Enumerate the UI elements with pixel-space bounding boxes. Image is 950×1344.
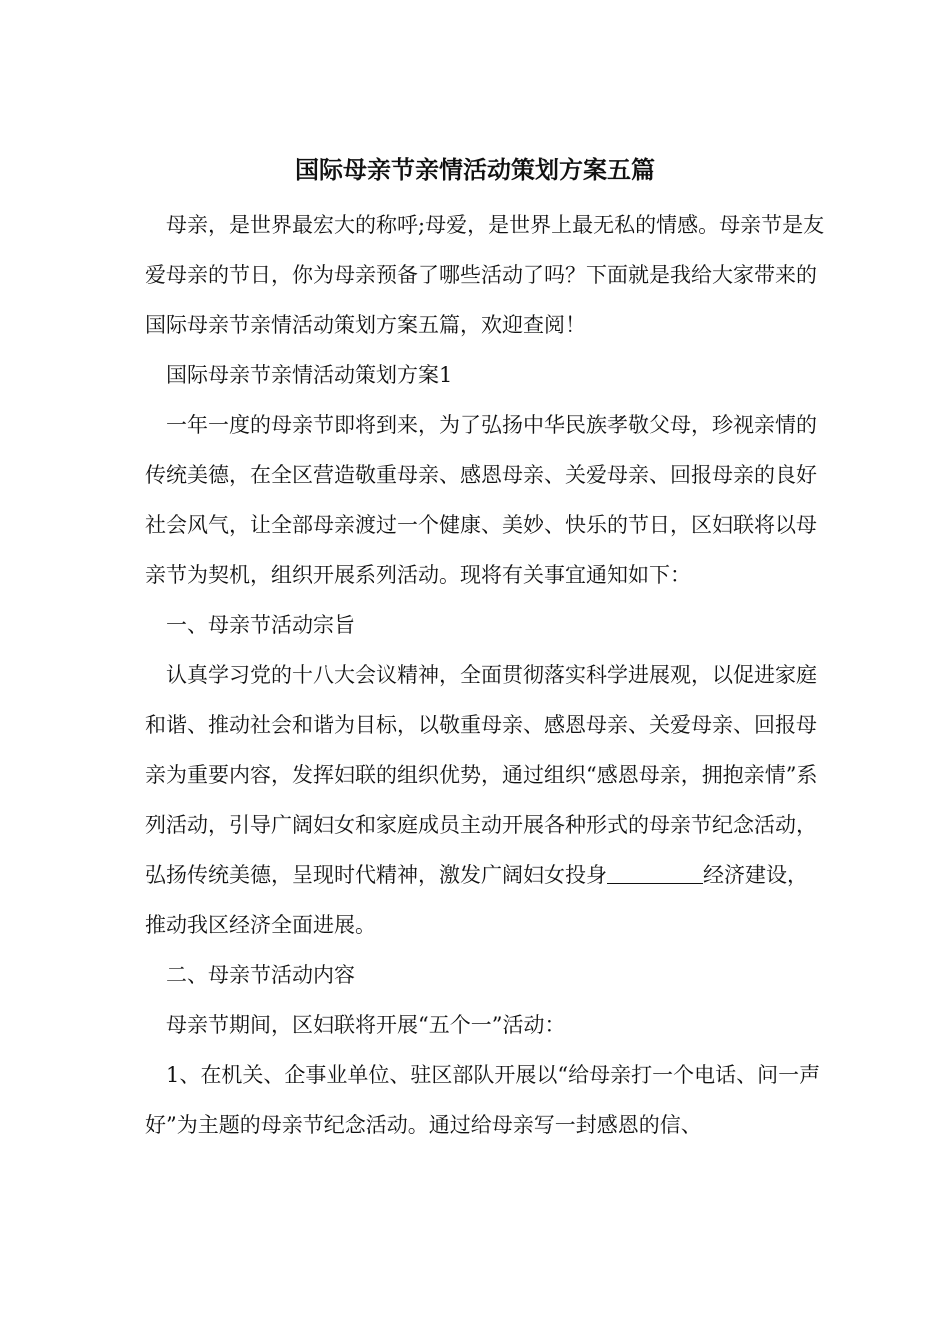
intro-paragraph: 母亲，是世界最宏大的称呼;母爱，是世界上最无私的情感。母亲节是友爱母亲的节日，你为母亲预备了哪些活动了吗？下面就是我给大家带来的国际母亲节亲情活动策划方案五篇，欢迎查阅！ (145, 213, 825, 337)
paragraph-announcement: 一年一度的母亲节即将到来，为了弘扬中华民族孝敬父母，珍视亲情的传统美德，在全区营造敬重母亲、感恩母亲、关爱母亲、回报母亲的良好社会风气，让全部母亲渡过一个健康、美妙、快乐的节日，区妇联将以母亲节为契机，组织开展系列活动。现将有关事宜通知如下： (145, 413, 817, 587)
document-title: 国际母亲节亲情活动策划方案五篇 (295, 155, 655, 184)
heading-purpose: 一、母亲节活动宗旨 (166, 613, 355, 637)
paragraph-purpose-text-end: 经济建设，推动我区经济全面进展。 (145, 863, 808, 937)
paragraph-five-ones: 母亲节期间，区妇联将开展“五个一”活动： (166, 1013, 566, 1037)
document-body (145, 200, 825, 1150)
section-heading-plan-1: 国际母亲节亲情活动策划方案1 (166, 363, 453, 387)
paragraph-item-1: 1、在机关、企事业单位、驻区部队开展以“给母亲打一个电话、问一声好”为主题的母亲节纪念活动。通过给母亲写一封感恩的信、 (145, 1063, 821, 1137)
heading-content: 二、母亲节活动内容 (166, 963, 355, 987)
paragraph-purpose (145, 650, 825, 950)
paragraph-purpose-text: 认真学习党的十八大会议精神，全面贯彻落实科学进展观，以促进家庭和谐、推动社会和谐为目标，以敬重母亲、感恩母亲、关爱母亲、回报母亲为重要内容，发挥妇联的组织优势，通过组织“感恩母亲，拥抱亲情”系列活动，引导广阔妇女和家庭成员主动开展各种形式的母亲节纪念活动，弘扬传统美德，呈现时代精神，激发广阔妇女投身 (145, 663, 818, 887)
fill-in-blank-line (607, 862, 703, 884)
